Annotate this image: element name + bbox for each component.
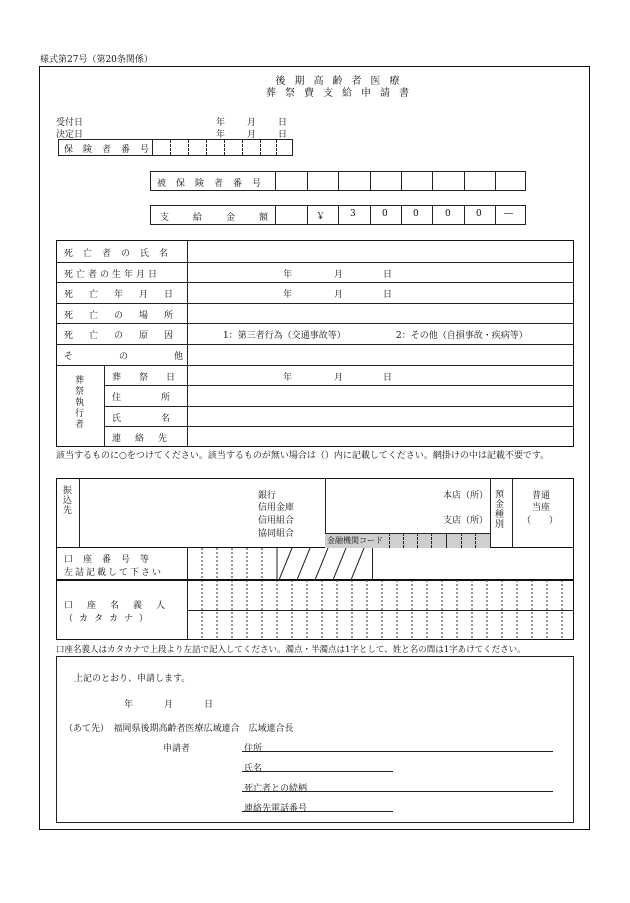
received-label: 受付日	[56, 118, 84, 128]
birth-month: 月	[334, 270, 344, 280]
amount-yen: ￥	[316, 212, 326, 222]
amount-label: 支給金額	[160, 213, 293, 223]
form-id: 様式第27号（第20条関係）	[40, 55, 153, 65]
death-day: 日	[383, 290, 393, 300]
funeral-contact-label: 連絡先	[112, 434, 182, 444]
addressee: （あて先） 福岡県後期高齢者医療広域連合 広域連合長	[64, 724, 294, 734]
amount-digit-3: 0	[413, 209, 419, 219]
amount-digit-2: 0	[382, 209, 388, 219]
death-cause-label: 死亡の原因	[64, 331, 190, 341]
account-number-field[interactable]	[187, 548, 372, 580]
insurer-number-label: 保険者番号	[64, 145, 160, 155]
death-month: 月	[334, 290, 344, 300]
note-2: 口座名義人はカタカナで上段より左詰で記入してください。濁点・半濁点は1字として、姓と名の間は1字あけてください。	[56, 645, 526, 655]
deposit-toza[interactable]: 当座	[532, 503, 551, 513]
deceased-birth-label: 死亡者の生年月日	[64, 270, 161, 280]
account-name-label-2: （カタカナ）	[64, 614, 155, 624]
deposit-futsu[interactable]: 普通	[532, 491, 551, 501]
decided-month: 月	[247, 130, 257, 140]
birth-year: 年	[283, 270, 293, 280]
note-1: 該当するものに○をつけてください。該当するものが無い場合は（）内に記載してください。網掛けの中は記載不要です。	[56, 451, 550, 461]
declaration-text: 上記のとおり、申請します。	[74, 674, 191, 684]
amount-digit-5: 0	[476, 209, 482, 219]
death-year: 年	[283, 290, 293, 300]
bank-type-3[interactable]: 信用組合	[258, 516, 295, 526]
apply-year: 年	[124, 700, 134, 710]
received-year: 年	[216, 118, 226, 128]
decided-day: 日	[278, 130, 288, 140]
account-name-field[interactable]	[187, 580, 574, 640]
deposit-type-label: 預金種別	[495, 490, 505, 530]
apply-month: 月	[164, 700, 174, 710]
applicant-relation-label: 死亡者との続柄	[244, 784, 308, 794]
applicant-name-label: 氏名	[244, 764, 263, 774]
received-month: 月	[247, 118, 257, 128]
funeral-date-label: 葬祭日	[112, 373, 194, 383]
decided-year: 年	[216, 130, 226, 140]
death-place-label: 死亡の場所	[64, 311, 190, 321]
amount-digit-1: 3	[350, 209, 356, 219]
funeral-name-label: 氏名	[112, 414, 211, 424]
funeral-executor-label: 葬祭執行者	[75, 376, 85, 430]
applicant-name-field[interactable]	[242, 760, 393, 772]
bank-code-label: 金融機関コード	[327, 536, 383, 545]
applicant-label: 申請者	[163, 744, 191, 754]
funeral-day: 日	[383, 373, 393, 383]
cause-option-1[interactable]: 1：第三者行為（交通事故等）	[223, 331, 346, 341]
head-office-label[interactable]: 本店（所）	[443, 491, 489, 501]
applicant-address-field[interactable]	[242, 740, 553, 752]
account-number-label-2: 左詰記載して下さい	[64, 568, 164, 578]
form-title-2: 葬祭費支給申請書	[266, 88, 418, 99]
bank-type-2[interactable]: 信用金庫	[258, 503, 295, 513]
account-name-label-1: 口座名義人	[64, 601, 180, 611]
death-date-label: 死亡年月日	[64, 290, 190, 300]
bank-type-4[interactable]: 協同組合	[258, 529, 295, 539]
form-title-1: 後期高齢者医療	[275, 76, 409, 87]
amount-digit-4: 0	[445, 209, 451, 219]
insured-number-label: 被保険者番号	[157, 179, 272, 189]
bank-type-1[interactable]: 銀行	[258, 491, 277, 501]
apply-day: 日	[204, 700, 214, 710]
branch-label[interactable]: 支店（所）	[443, 516, 489, 526]
applicant-address-label: 住所	[244, 744, 263, 754]
cause-option-2[interactable]: 2：その他（自損事故・疾病等）	[396, 331, 528, 341]
birth-day: 日	[383, 270, 393, 280]
deceased-name-label: 死亡者の氏名	[64, 249, 179, 259]
funeral-year: 年	[283, 373, 293, 383]
funeral-month: 月	[334, 373, 344, 383]
deposit-other[interactable]: （ ）	[522, 516, 559, 526]
amount-dash: ―	[504, 209, 513, 219]
received-day: 日	[278, 118, 288, 128]
decided-label: 決定日	[56, 130, 84, 140]
funeral-address-label: 住所	[112, 393, 211, 403]
transfer-label: 振込先	[63, 486, 73, 516]
applicant-phone-label: 連絡先電話番号	[244, 804, 308, 814]
other-label: その他	[64, 352, 230, 362]
account-number-label-1: 口座番号等	[64, 555, 160, 565]
